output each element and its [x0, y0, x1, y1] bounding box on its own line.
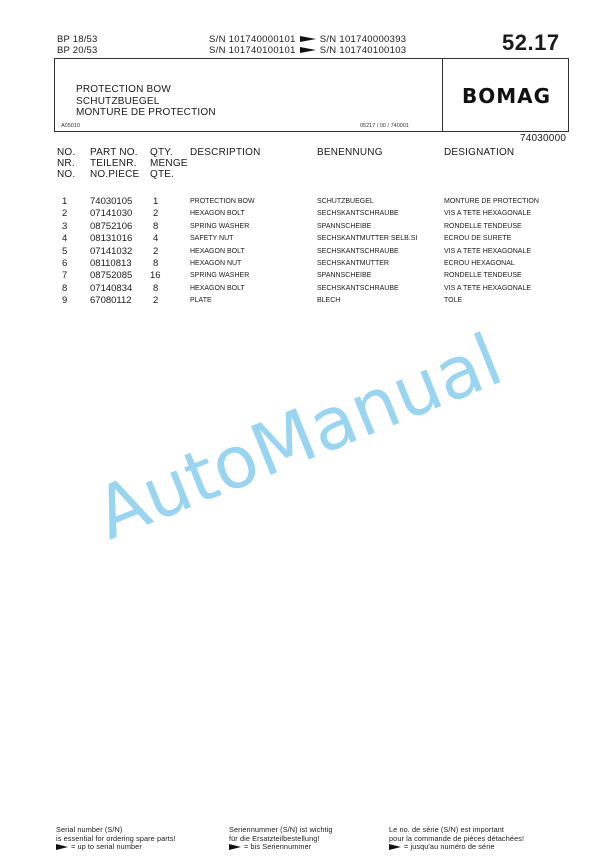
cell-designation: TOLE: [444, 297, 463, 305]
col-header-qty: [150, 147, 188, 180]
col-header-qty-fr: QTE.: [150, 169, 175, 180]
title-line-en: PROTECTION BOW: [76, 84, 172, 95]
cell-description: HEXAGON BOLT: [190, 284, 245, 292]
table-row: [0, 270, 612, 282]
cell-description: HEXAGON BOLT: [190, 247, 245, 255]
footer-fr-arrow-text: = jusqu'au numéro de série: [404, 842, 495, 852]
cell-designation: ECROU DE SURETE: [444, 235, 512, 243]
title-box: [54, 58, 569, 132]
cell-designation: RONDELLE TENDEUSE: [444, 222, 522, 230]
cell-qty: 2: [153, 245, 159, 257]
footer-note-fr: [389, 826, 524, 852]
footer-de-line2: für die Ersatzteilbestellung!: [229, 833, 320, 843]
drawing-code: A05010: [61, 123, 80, 129]
table-row: [0, 295, 612, 307]
brand-logo: BOMAG: [462, 84, 552, 108]
cell-part: 08752106: [90, 220, 133, 232]
cell-benennung: SPANNSCHEIBE: [317, 272, 372, 280]
footer-de-line1: Seriennummer (S/N) ist wichtig: [229, 825, 333, 834]
title-box-divider: [442, 59, 443, 131]
cell-no: 9: [62, 295, 68, 307]
cell-designation: MONTURE DE PROTECTION: [444, 198, 539, 205]
arrow-right-icon: [229, 844, 241, 850]
cell-designation: VIS A TETE HEXAGONALE: [444, 210, 532, 218]
cell-no: 2: [62, 208, 68, 220]
col-header-benennung: BENENNUNG: [317, 147, 383, 158]
cell-no: 7: [62, 270, 68, 282]
table-row: [0, 208, 612, 220]
cell-qty: 2: [153, 208, 159, 220]
cell-designation: ECROU HEXAGONAL: [444, 259, 515, 267]
cell-description: HEXAGON NUT: [190, 259, 242, 267]
title-line-fr: MONTURE DE PROTECTION: [76, 107, 216, 118]
table-row: [0, 246, 612, 258]
table-row: [0, 233, 612, 245]
arrow-right-icon: [389, 844, 401, 850]
arrow-right-icon: [300, 47, 316, 53]
cell-description: SPRING WASHER: [190, 272, 250, 280]
cell-designation: VIS A TETE HEXAGONALE: [444, 284, 532, 292]
parts-table-body: [0, 196, 612, 308]
cell-benennung: SECHSKANTSCHRAUBE: [317, 210, 399, 218]
table-row: [0, 258, 612, 270]
footer-fr-line3: [389, 843, 524, 852]
cell-part: 07141030: [90, 208, 133, 220]
cell-description: PROTECTION BOW: [190, 198, 255, 205]
cell-no: 8: [62, 282, 68, 294]
footer-en-arrow-text: = up to serial number: [71, 842, 142, 852]
cell-benennung: SECHSKANTSCHRAUBE: [317, 284, 399, 292]
footer-fr-line2: pour la commande de pièces détachées!: [389, 833, 525, 843]
cell-no: 1: [62, 196, 68, 207]
cell-description: HEXAGON BOLT: [190, 210, 245, 218]
document-code: 05217 / 00 / 740001: [360, 123, 409, 129]
cell-qty: 8: [153, 257, 159, 269]
cell-part: 07140834: [90, 282, 133, 294]
footer-en-line1: Serial number (S/N): [56, 825, 123, 834]
cell-part: 08110813: [90, 257, 132, 269]
col-header-no-de: NR.: [57, 158, 75, 169]
cell-qty: 1: [153, 196, 159, 207]
serial-from: S/N 101740000101: [209, 34, 296, 45]
cell-designation: VIS A TETE HEXAGONALE: [444, 247, 532, 255]
table-row: [0, 221, 612, 233]
col-header-part-en: PART NO.: [90, 147, 138, 158]
cell-qty: 8: [153, 282, 159, 294]
footer-de-arrow-text: = bis Seriennummer: [244, 842, 312, 852]
footer-de-line3: [229, 843, 333, 852]
col-header-qty-de: MENGE: [150, 158, 188, 169]
cell-benennung: SECHSKANTMUTTER: [317, 259, 389, 267]
arrow-right-icon: [56, 844, 68, 850]
col-header-designation: DESIGNATION: [444, 147, 515, 158]
serial-to: S/N 101740100103: [319, 45, 407, 56]
footer-note-de: [229, 826, 333, 852]
cell-no: 6: [62, 257, 68, 269]
serial-to: S/N 101740000393: [319, 34, 407, 45]
cell-benennung: SPANNSCHEIBE: [317, 222, 372, 230]
cell-description: SPRING WASHER: [190, 222, 250, 230]
table-row: [0, 196, 612, 208]
cell-qty: 16: [150, 270, 161, 282]
col-header-no-fr: NO.: [57, 169, 76, 180]
footer-note-en: [56, 826, 176, 852]
cell-part: 08131016: [90, 233, 133, 245]
cell-benennung: SCHUTZBUEGEL: [317, 198, 374, 205]
cell-qty: 4: [153, 233, 159, 245]
cell-description: SAFETY NUT: [190, 235, 234, 243]
assembly-number: 74030000: [520, 133, 567, 144]
col-header-no-en: NO.: [57, 147, 76, 158]
col-header-description: DESCRIPTION: [190, 147, 261, 158]
cell-no: 4: [62, 233, 68, 245]
cell-part: 07141032: [90, 245, 133, 257]
watermark: AutoManual: [84, 317, 514, 556]
footer-fr-line1: Le no. de série (S/N) est important: [389, 825, 505, 834]
cell-part: 08752085: [90, 270, 133, 282]
cell-description: PLATE: [190, 297, 212, 305]
serial-range-1: [209, 34, 406, 45]
serial-from: S/N 101740100101: [209, 45, 296, 56]
cell-qty: 8: [153, 220, 159, 232]
col-header-no: [57, 147, 75, 180]
cell-part: 67080112: [90, 295, 132, 307]
cell-designation: RONDELLE TENDEUSE: [444, 272, 522, 280]
model-label-1: BP 18/53: [57, 34, 98, 45]
col-header-part: [90, 147, 139, 180]
col-header-part-de: TEILENR.: [90, 158, 137, 169]
table-row: [0, 283, 612, 295]
cell-benennung: SECHSKANTSCHRAUBE: [317, 247, 399, 255]
cell-benennung: BLECH: [317, 297, 341, 305]
cell-benennung: SECHSKANTMUTTER SELB.SI: [317, 235, 418, 243]
cell-no: 5: [62, 245, 68, 257]
serial-range-2: [209, 45, 406, 56]
cell-part: 74030105: [90, 196, 133, 207]
col-header-qty-en: QTY.: [150, 147, 173, 158]
footer-en-line2: is essential for ordering spare parts!: [56, 833, 176, 843]
cell-qty: 2: [153, 295, 159, 307]
cell-no: 3: [62, 220, 68, 232]
arrow-right-icon: [300, 36, 316, 42]
page-number: 52.17: [502, 30, 560, 55]
model-label-2: BP 20/53: [57, 45, 98, 56]
footer-en-line3: [56, 843, 176, 852]
col-header-part-fr: NO.PIECE: [90, 169, 140, 180]
title-line-de: SCHUTZBUEGEL: [76, 96, 160, 107]
